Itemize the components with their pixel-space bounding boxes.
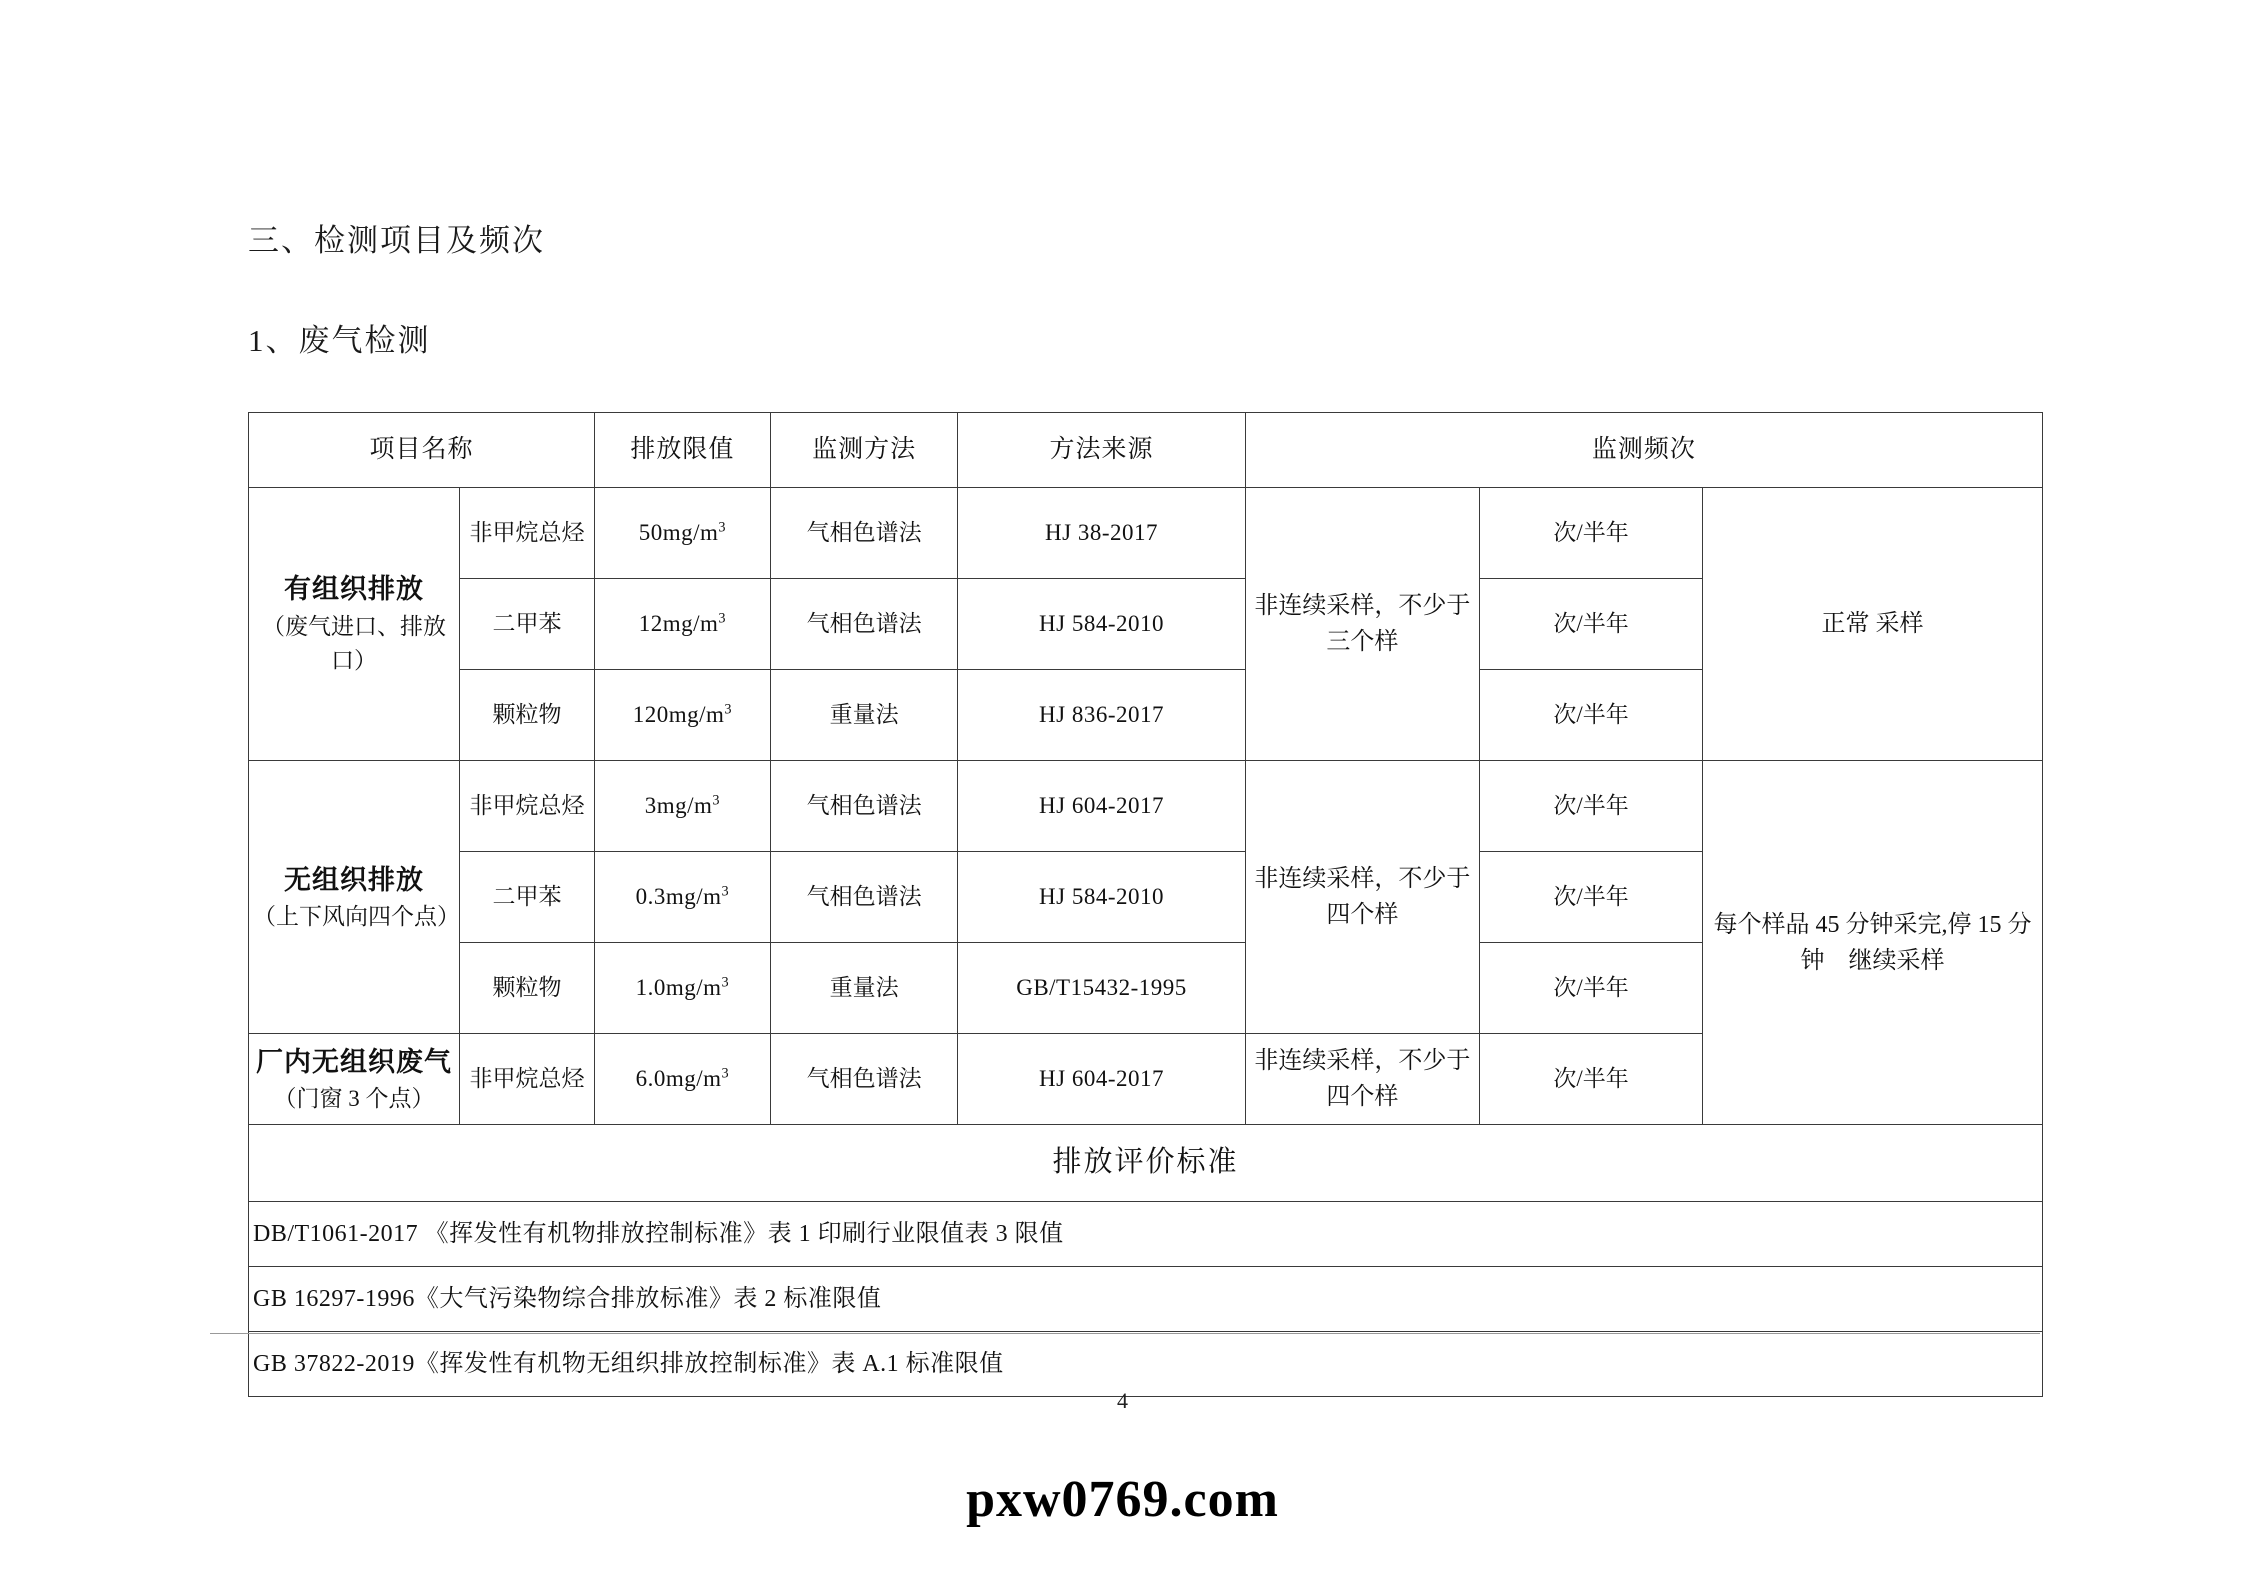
monitor-method: 气相色谱法 (770, 579, 958, 670)
method-source: HJ 38-2017 (958, 488, 1245, 579)
monitor-method: 重量法 (770, 670, 958, 761)
item-name: 二甲苯 (460, 852, 595, 943)
header-project-name: 项目名称 (249, 413, 595, 488)
limit-exponent: 3 (721, 1065, 730, 1082)
frequency: 次/半年 (1480, 761, 1703, 852)
frequency: 次/半年 (1480, 943, 1703, 1034)
monitor-method: 气相色谱法 (770, 488, 958, 579)
item-name: 颗粒物 (460, 670, 595, 761)
limit-value (594, 1034, 770, 1125)
standard-item: GB 16297-1996《大气污染物综合排放标准》表 2 标准限值 (249, 1267, 2043, 1332)
limit-value (594, 943, 770, 1034)
limit-value-text: 12mg/m (638, 610, 719, 636)
footer-divider (210, 1333, 2040, 1334)
item-name: 颗粒物 (460, 943, 595, 1034)
watermark-text: pxw0769.com (966, 1471, 1279, 1528)
header-method-source: 方法来源 (958, 413, 1245, 488)
monitor-method: 气相色谱法 (770, 852, 958, 943)
limit-value-text: 120mg/m (632, 701, 725, 727)
frequency: 次/半年 (1480, 488, 1703, 579)
limit-value (594, 579, 770, 670)
method-source: GB/T15432-1995 (958, 943, 1245, 1034)
sub-heading: 1、废气检测 (248, 323, 431, 358)
limit-value-text: 3mg/m (644, 792, 713, 818)
limit-value (594, 852, 770, 943)
table-row (249, 761, 2043, 852)
category-main-label: 有组织排放 (284, 574, 425, 605)
item-name: 非甲烷总烃 (460, 488, 595, 579)
header-monitor-frequency: 监测频次 (1245, 413, 2042, 488)
method-source: HJ 836-2017 (958, 670, 1245, 761)
monitor-method: 气相色谱法 (770, 1034, 958, 1125)
category-cell-indoor (249, 1034, 460, 1125)
limit-exponent: 3 (721, 974, 730, 991)
limit-value-text: 1.0mg/m (635, 974, 722, 1000)
method-source: HJ 604-2017 (958, 761, 1245, 852)
limit-exponent: 3 (718, 519, 726, 536)
limit-exponent: 3 (724, 701, 732, 718)
sampling-note: 非连续采样，不少于四个样 (1245, 1034, 1480, 1125)
sampling-note: 非连续采样，不少于三个样 (1245, 488, 1480, 761)
document-body (248, 0, 2048, 1397)
monitor-method: 重量法 (770, 943, 958, 1034)
monitor-method: 气相色谱法 (770, 761, 958, 852)
category-cell-organized (249, 488, 460, 761)
limit-value-text: 6.0mg/m (635, 1065, 722, 1091)
limit-value (594, 488, 770, 579)
method-source: HJ 584-2010 (958, 852, 1245, 943)
limit-exponent: 3 (718, 610, 726, 627)
standard-row (249, 1332, 2043, 1397)
limit-value (594, 761, 770, 852)
table-header-row (249, 413, 2043, 488)
category-sub-label: （废气进口、排放口） (262, 613, 447, 674)
item-name: 非甲烷总烃 (460, 1034, 595, 1125)
sampling-right-note: 每个样品 45 分钟采完,停 15 分钟 继续采样 (1702, 761, 2042, 1125)
limit-value (594, 670, 770, 761)
header-monitor-method: 监测方法 (770, 413, 958, 488)
emission-monitoring-table (248, 412, 2043, 1397)
standard-row (249, 1267, 2043, 1332)
category-main-label: 无组织排放 (284, 864, 425, 895)
frequency: 次/半年 (1480, 1034, 1703, 1125)
item-name: 非甲烷总烃 (460, 761, 595, 852)
item-name: 二甲苯 (460, 579, 595, 670)
sampling-note: 非连续采样，不少于四个样 (1245, 761, 1480, 1034)
frequency: 次/半年 (1480, 852, 1703, 943)
frequency: 次/半年 (1480, 670, 1703, 761)
frequency: 次/半年 (1480, 579, 1703, 670)
standards-title-row (249, 1125, 2043, 1202)
limit-exponent: 3 (721, 883, 730, 900)
method-source: HJ 604-2017 (958, 1034, 1245, 1125)
limit-exponent: 3 (712, 792, 720, 809)
method-source: HJ 584-2010 (958, 579, 1245, 670)
sampling-right-note: 正常 采样 (1702, 488, 2042, 761)
category-sub-label: （上下风向四个点） (253, 904, 460, 929)
category-sub-label: （门窗 3 个点） (273, 1086, 435, 1111)
page-number: 4 (1117, 1388, 1128, 1413)
standard-item: DB/T1061-2017 《挥发性有机物排放控制标准》表 1 印刷行业限值表 3 限值 (249, 1202, 2043, 1267)
standards-title: 排放评价标准 (249, 1125, 2043, 1202)
limit-value-text: 0.3mg/m (635, 883, 722, 909)
category-cell-unorganized (249, 761, 460, 1034)
category-main-label: 厂内无组织废气 (256, 1046, 453, 1077)
section-heading: 三、检测项目及频次 (248, 223, 545, 258)
standard-item: GB 37822-2019《挥发性有机物无组织排放控制标准》表 A.1 标准限值 (249, 1332, 2043, 1397)
table-row (249, 488, 2043, 579)
header-emission-limit: 排放限值 (594, 413, 770, 488)
standard-row (249, 1202, 2043, 1267)
limit-value-text: 50mg/m (638, 519, 719, 545)
